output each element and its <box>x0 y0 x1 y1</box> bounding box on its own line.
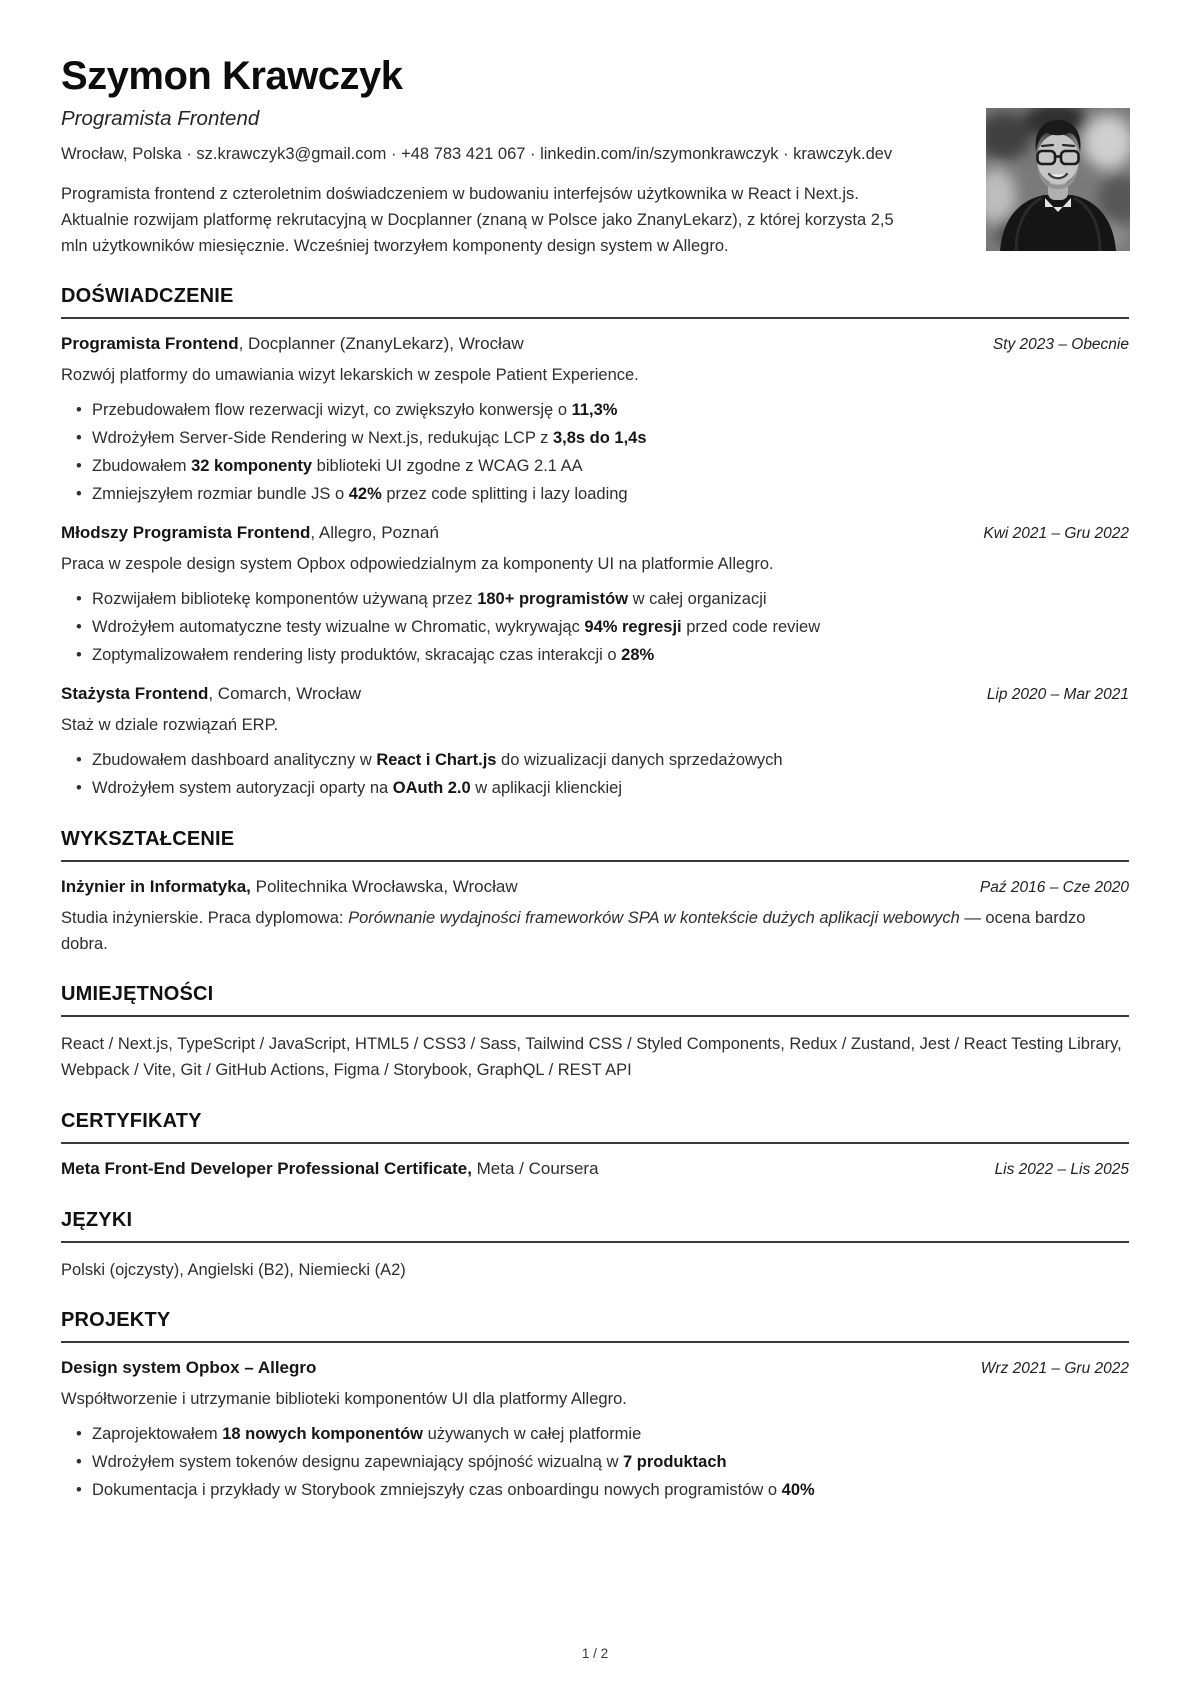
text-segment: 28% <box>621 645 655 664</box>
text-segment: używanych w całej platformie <box>423 1424 642 1443</box>
entry-bullet-list <box>61 585 1129 669</box>
bullet-item <box>61 452 1129 480</box>
section-projekty <box>61 1307 1129 1504</box>
entry-date: Lis 2022 – Lis 2025 <box>994 1160 1129 1178</box>
entry-title-bold: Design system Opbox – Allegro <box>61 1357 317 1377</box>
text-segment: Dokumentacja i przykłady w Storybook zmniejszyły czas onboardingu nowych programistów o <box>92 1480 782 1499</box>
text-segment: Studia inżynierskie. Praca dyplomowa: <box>61 908 349 927</box>
bullet-item <box>61 641 1129 669</box>
entry-title <box>61 331 524 357</box>
entry-header <box>61 874 1129 901</box>
entry-title <box>61 681 361 707</box>
section-wyksztalcenie <box>61 826 1129 957</box>
text-segment: OAuth 2.0 <box>392 778 471 797</box>
entry-title-bold: Inżynier in Informatyka, <box>61 876 251 896</box>
text-segment: Wdrożyłem Server-Side Rendering w Next.js, redukując LCP z <box>92 428 553 447</box>
entry <box>61 331 1129 508</box>
contact-line: Wrocław, Polska · sz.krawczyk3@gmail.com · +48 783 421 067 · linkedin.com/in/szymonkrawczyk · krawczyk.dev <box>61 144 893 163</box>
section-certyfikaty <box>61 1108 1129 1183</box>
resume-header <box>61 54 1129 259</box>
text-segment: w całej organizacji <box>628 589 767 608</box>
text-segment: Zoptymalizowałem rendering listy produktów, skracając czas interakcji o <box>92 645 622 664</box>
resume-sections <box>61 283 1129 1504</box>
text-segment: 18 nowych komponentów <box>222 1424 424 1443</box>
candidate-name: Szymon Krawczyk <box>61 54 403 98</box>
text-segment: Staż w dziale rozwiązań ERP. <box>61 715 279 734</box>
section-title-umiejetnosci: UMIEJĘTNOŚCI <box>61 981 1129 1017</box>
entry-bullet-list <box>61 746 1129 802</box>
bullet-item <box>61 424 1129 452</box>
entry-description <box>61 712 1129 738</box>
entry <box>61 1156 1129 1183</box>
section-doswiadczenie <box>61 283 1129 802</box>
entry-description <box>61 1386 1129 1412</box>
text-segment: Praca w zespole design system Opbox odpowiedzialnym za komponenty UI na platformie Allegro. <box>61 554 774 573</box>
text-segment: przez code splitting i lazy loading <box>381 484 628 503</box>
page-indicator: 1 / 2 <box>581 1646 609 1661</box>
entry-header <box>61 681 1129 708</box>
section-jezyki <box>61 1207 1129 1283</box>
bullet-item <box>61 1420 1129 1448</box>
bullet-item <box>61 480 1129 508</box>
section-title-jezyki: JĘZYKI <box>61 1207 1129 1243</box>
entry-title-bold: Młodszy Programista Frontend <box>61 522 311 542</box>
entry-description <box>61 362 1129 388</box>
entry-title-rest: Politechnika Wrocławska, Wrocław <box>250 876 518 896</box>
entry-title-rest: , Docplanner (ZnanyLekarz), Wrocław <box>238 333 524 353</box>
text-segment: Współtworzenie i utrzymanie biblioteki komponentów UI dla platformy Allegro. <box>61 1389 627 1408</box>
entry-date: Lip 2020 – Mar 2021 <box>986 685 1129 703</box>
entry-date: Paź 2016 – Cze 2020 <box>979 878 1129 896</box>
header-text-block <box>61 54 911 259</box>
entry-description <box>61 905 1129 957</box>
text-segment: 180+ programistów <box>477 589 629 608</box>
text-segment: Wdrożyłem system autoryzacji oparty na <box>92 778 393 797</box>
entry-title <box>61 1156 599 1182</box>
entry-title <box>61 520 439 546</box>
text-segment: 40% <box>781 1480 815 1499</box>
section-title-doswiadczenie: DOŚWIADCZENIE <box>61 283 1129 319</box>
text-segment: 3,8s do 1,4s <box>552 428 647 447</box>
text-segment: do wizualizacji danych sprzedażowych <box>496 750 783 769</box>
entry <box>61 1355 1129 1504</box>
profile-photo <box>986 108 1130 251</box>
entry <box>61 681 1129 802</box>
text-segment: w aplikacji klienckiej <box>470 778 623 797</box>
entry-title-rest: Meta / Coursera <box>471 1158 599 1178</box>
entry-title <box>61 874 518 900</box>
bullet-item <box>61 774 1129 802</box>
bullet-item <box>61 1448 1129 1476</box>
candidate-job-title: Programista Frontend <box>61 107 260 130</box>
text-segment: Zmniejszyłem rozmiar bundle JS o <box>92 484 349 503</box>
entry-title-bold: Meta Front-End Developer Professional Certificate, <box>61 1158 472 1178</box>
text-segment: Rozwijałem bibliotekę komponentów używaną przez <box>92 589 478 608</box>
text-segment: 42% <box>348 484 382 503</box>
text-segment: Zbudowałem dashboard analityczny w <box>92 750 377 769</box>
bullet-item <box>61 396 1129 424</box>
section-title-wyksztalcenie: WYKSZTAŁCENIE <box>61 826 1129 862</box>
text-segment: przed code review <box>681 617 821 636</box>
text-segment: Zbudowałem <box>92 456 192 475</box>
entry-header <box>61 1156 1129 1183</box>
text-segment: — ocena bardzo dobra. <box>61 908 1086 953</box>
entry-header <box>61 331 1129 358</box>
entry <box>61 520 1129 669</box>
section-title-projekty: PROJEKTY <box>61 1307 1129 1343</box>
bullet-item <box>61 1476 1129 1504</box>
text-segment: Zaprojektowałem <box>92 1424 223 1443</box>
jezyki-text: Polski (ojczysty), Angielski (B2), Niemiecki (A2) <box>61 1260 406 1279</box>
entry-header <box>61 1355 1129 1382</box>
text-segment: Rozwój platformy do umawiania wizyt lekarskich w zespole Patient Experience. <box>61 365 639 384</box>
text-segment: Przebudowałem flow rezerwacji wizyt, co zwiększyło konwersję o <box>92 400 572 419</box>
entry-title-bold: Programista Frontend <box>61 333 239 353</box>
bullet-item <box>61 613 1129 641</box>
entry-date: Sty 2023 – Obecnie <box>992 335 1129 353</box>
text-segment: Wdrożyłem automatyczne testy wizualne w Chromatic, wykrywając <box>92 617 585 636</box>
entry-title <box>61 1355 316 1381</box>
entry-date: Wrz 2021 – Gru 2022 <box>980 1359 1129 1377</box>
section-umiejetnosci <box>61 981 1129 1084</box>
text-segment: Porównanie wydajności frameworków SPA w kontekście dużych aplikacji webowych <box>348 908 960 927</box>
entry-title-bold: Stażysta Frontend <box>61 683 209 703</box>
entry-bullet-list <box>61 1420 1129 1504</box>
text-segment: React i Chart.js <box>376 750 497 769</box>
text-segment: biblioteki UI zgodne z WCAG 2.1 AA <box>312 456 583 475</box>
entry-title-rest: , Comarch, Wrocław <box>208 683 362 703</box>
entry <box>61 874 1129 957</box>
section-title-certyfikaty: CERTYFIKATY <box>61 1108 1129 1144</box>
entry-title-rest: , Allegro, Poznań <box>310 522 439 542</box>
bullet-item <box>61 585 1129 613</box>
entry-header <box>61 520 1129 547</box>
umiejetnosci-text: React / Next.js, TypeScript / JavaScript, HTML5 / CSS3 / Sass, Tailwind CSS / Styled Components, Redux / Zustand, Jest / React Testing Library, Webpack / Vite, Git / GitHub Actions, Figma / Storybook, GraphQL / REST API <box>61 1034 1122 1080</box>
profile-photo-image <box>986 108 1130 251</box>
text-segment: Wdrożyłem system tokenów designu zapewniający spójność wizualną w <box>92 1452 623 1471</box>
text-segment: 11,3% <box>571 400 618 419</box>
entry-date: Kwi 2021 – Gru 2022 <box>983 524 1129 542</box>
text-segment: 94% regresji <box>584 617 682 636</box>
text-segment: 32 komponenty <box>191 456 313 475</box>
entry-description <box>61 551 1129 577</box>
entry-bullet-list <box>61 396 1129 508</box>
bullet-item <box>61 746 1129 774</box>
profile-summary: Programista frontend z czteroletnim doświadczeniem w budowaniu interfejsów użytkownika w React i Next.js. Aktualnie rozwijam platformę rekrutacyjną w Docplanner (znaną w Polsce jako ZnanyLekarz), z której korzysta 2,5 mln użytkowników miesięcznie. Wcześniej tworzyłem komponenty design system w Allegro. <box>61 184 894 255</box>
text-segment: 7 produktach <box>623 1452 727 1471</box>
